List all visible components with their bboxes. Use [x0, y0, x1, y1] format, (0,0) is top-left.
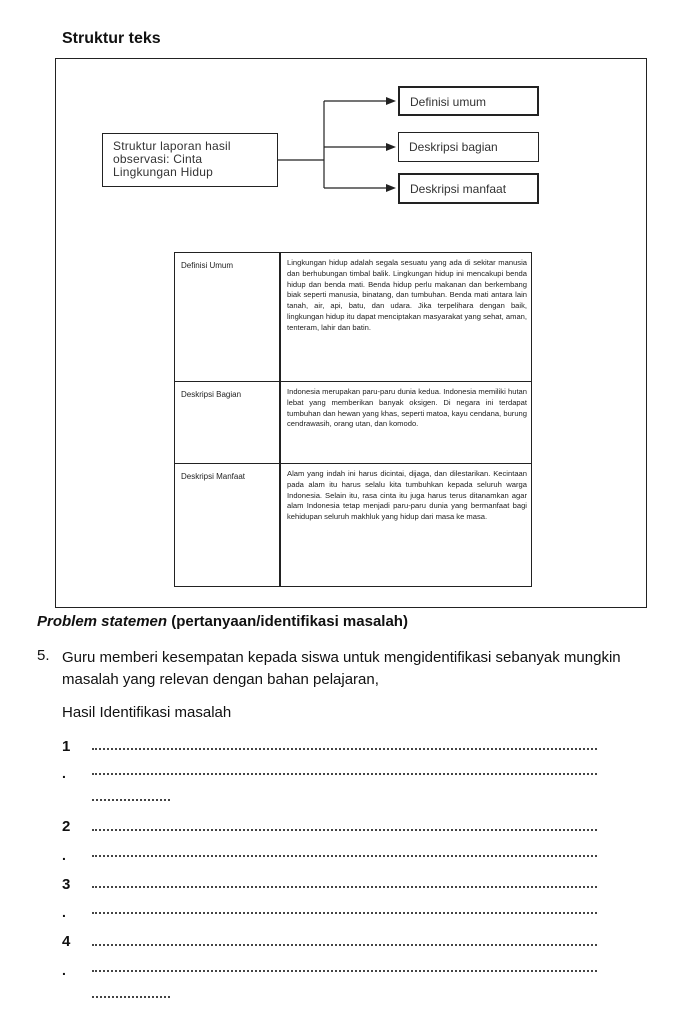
figure-box: [55, 58, 647, 608]
problem-heading-rest: (pertanyaan/identifikasi masalah): [167, 613, 408, 630]
section-title: Struktur teks: [62, 30, 161, 47]
problem-heading-italic: Problem statemen: [37, 613, 168, 630]
answer-line[interactable]: [92, 970, 597, 972]
table-row: [175, 463, 531, 588]
answer-dot: .: [62, 847, 66, 863]
row-label: Definisi Umum: [181, 261, 234, 270]
diagram-source-box: Struktur laporan hasil observasi: Cinta Lingkungan Hidup: [102, 133, 278, 187]
table-row: [175, 381, 531, 463]
problem-heading: [37, 613, 408, 630]
row-label: Deskripsi Manfaat: [181, 472, 246, 481]
arrow-2-icon: [386, 143, 396, 151]
answer-line[interactable]: [92, 996, 170, 998]
answer-dot: .: [62, 765, 66, 781]
row-label: Deskripsi Bagian: [181, 390, 242, 399]
answer-line[interactable]: [92, 855, 597, 857]
answer-dot: .: [62, 904, 66, 920]
table-row: [175, 253, 531, 381]
answer-line[interactable]: [92, 773, 597, 775]
answer-number-2: 2: [62, 818, 71, 835]
answer-number-4: 4: [62, 933, 71, 950]
answer-number-3: 3: [62, 876, 71, 893]
answer-number-1: 1: [62, 738, 71, 755]
question-text: Guru memberi kesempatan kepada siswa untuk mengidentifikasi sebanyak mungkin masalah yang relevan dengan bahan pelajaran,: [62, 649, 621, 688]
answer-line[interactable]: [92, 829, 597, 831]
question-number: 5.: [37, 647, 50, 664]
answer-line[interactable]: [92, 748, 597, 750]
arrow-1-icon: [386, 97, 396, 105]
arrow-3-icon: [386, 184, 396, 192]
answer-line[interactable]: [92, 799, 170, 801]
row-text: Indonesia merupakan paru-paru dunia kedua. Indonesia memiliki hutan lebat yang memberikan banyak oksigen. Di negara ini terdapat tumbuhan dan hewan yang khas, seperti matoa, kayu cendana, burung cendrawasih, orang utan, dan komodo.: [287, 387, 527, 429]
answer-line[interactable]: [92, 912, 597, 914]
structure-table: [174, 252, 532, 587]
diagram-target-1: Definisi umum: [398, 86, 539, 116]
answer-line[interactable]: [92, 886, 597, 888]
answer-dot: .: [62, 962, 66, 978]
diagram-target-3: Deskripsi manfaat: [398, 173, 539, 204]
row-text: Alam yang indah ini harus dicintai, dijaga, dan dilestarikan. Kecintaan pada alam itu harus selalu kita tumbuhkan kepada seluruh warga Indonesia. Selain itu, rasa cinta itu juga harus terus ditanamkan agar alam Indonesia tetap menjadi paru-paru dunia yang bermanfaat bagi kehidupan seluruh makhluk yang hidup dari masa ke masa.: [287, 469, 527, 522]
diagram-target-2: Deskripsi bagian: [398, 132, 539, 162]
row-text: Lingkungan hidup adalah segala sesuatu yang ada di sekitar manusia dan berhubungan timbal balik. Lingkungan hidup ini mencakupi benda hidup dan benda mati. Benda hidup perlu makanan dan berkembang biak seperti manusia, binatang, dan tumbuhan. Benda mati antara lain tanah, air, api, batu, dan udara. Jika terpelihara dengan baik, lingkungan hidup itu dapat menciptakan masyarakat yang sehat, aman, tenteram, lahir dan batin.: [287, 258, 527, 332]
result-heading: Hasil Identifikasi masalah: [62, 704, 232, 721]
answer-line[interactable]: [92, 944, 597, 946]
